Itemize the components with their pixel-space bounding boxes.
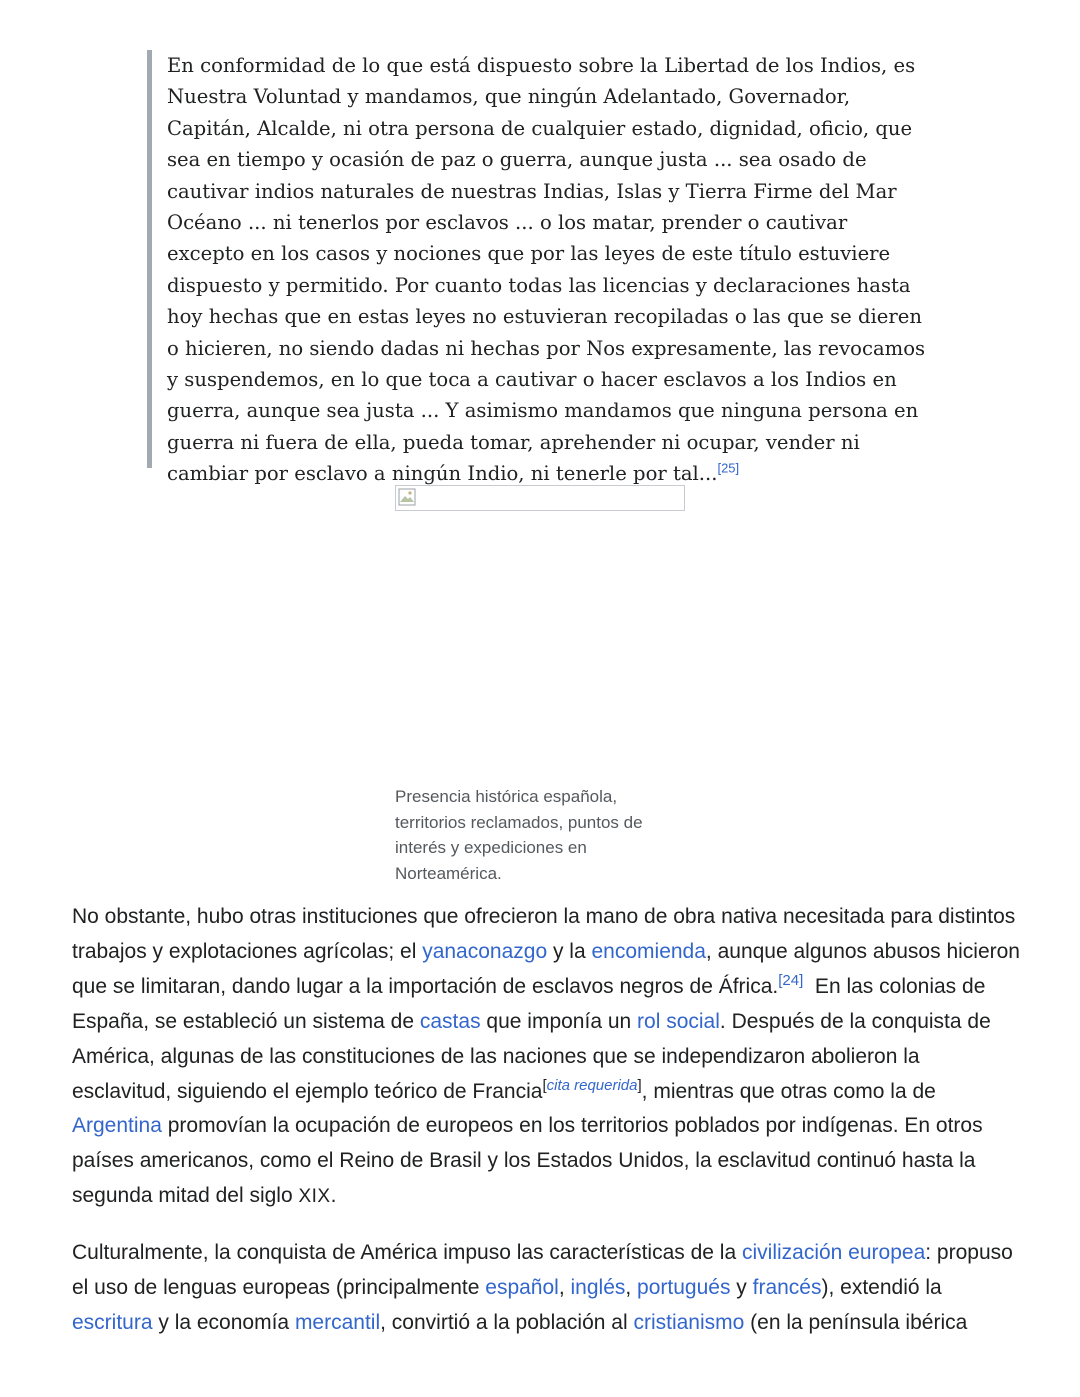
quote-text: En conformidad de lo que está dispuesto sobre la Libertad de los Indios, es Nuestra Voluntad y mandamos, que ningún Adelantado, Governador, Capitán, Alcalde, ni otra persona de cualquier estado, dignidad, oficio, que sea en tiempo y ocasión de paz o guerra, aunque justa ... sea osado de cautivar indios naturales de nuestras Indias, Islas y Tierra Firme del Mar Océano ... ni tenerlos por esclavos ... o los matar, prender o cautivar excepto en los casos y nociones que por las leyes de este título estuviere dispuesto y permitido. Por cuanto todas las licencias y declaraciones hasta hoy hechas que en estas leyes no estuvieran recopiladas o las que se dieren o hicieren, no siendo dadas ni hechas por Nos expresamente, las revocamos y suspendemos, en lo que toca a cautivar o hacer esclavos a los Indios en guerra, aunque sea justa ... Y asimismo mandamos que ninguna persona en guerra ni fuera de ella, pueda tomar, aprehender ni ocupar, vender ni cambiar por esclavo a ningún Indio, ni tenerle por tal... [167,54,926,486]
link-argentina[interactable]: Argentina [72,1114,162,1138]
text: , [625,1275,638,1299]
century-numeral: XIX [298,1186,331,1208]
text: , convirtió a la población al [380,1310,634,1334]
text: y la economía [152,1310,295,1334]
link-civilizacion-europea[interactable]: civilización europea [741,1241,926,1264]
text: y [730,1275,753,1299]
map-image[interactable] [395,485,685,511]
text: . Después de la conquista de América, algunas de las constituciones de las naciones que se independizaron abolieron la esclavitud, siguiendo el ejemplo teórico de Francia [72,1009,991,1103]
figure-caption: Presencia histórica española, territorios reclamados, puntos de interés y expediciones en Norteamérica. [395,787,643,883]
link-rol-social[interactable]: rol social [637,1009,720,1033]
text: No obstante, hubo otras instituciones que ofrecieron la mano de obra nativa necesitada para distintos trabajos y explotaciones agrícolas; el [72,905,1016,963]
text: que imponía un [480,1009,638,1033]
text: , [558,1275,571,1299]
text: En las colonias de España, se estableció un sistema de [72,974,992,1033]
text: , mientras que otras como la de [641,1079,936,1103]
link-yanaconazgo[interactable]: yanaconazgo [422,939,548,963]
text: Culturalmente, la conquista de América impuso las características de la [72,1241,742,1264]
text: : propuso el uso de lenguas europeas (principalmente [72,1241,1013,1299]
link-ingles[interactable]: inglés [570,1275,626,1299]
link-cristianismo[interactable]: cristianismo [633,1310,745,1334]
link-castas[interactable]: castas [419,1009,481,1033]
quote-text-paragraph [167,50,927,490]
link-portugues[interactable]: portugués [637,1275,731,1299]
reference-25-link[interactable]: [25] [717,460,740,476]
text: ), extendió la [821,1275,942,1299]
citation-needed [542,1077,641,1094]
link-espanol[interactable]: español [485,1275,559,1299]
link-frances[interactable]: francés [752,1275,822,1299]
paragraph-1 [72,900,1022,1215]
text: promovían la ocupación de europeos en los territorios poblados por indígenas. En otros países americanos, como el Reino de Brasil y los Estados Unidos, la esclavitud continuó hasta la segunda mitad del siglo [72,1114,983,1208]
citation-needed-link[interactable]: cita requerida [546,1076,638,1094]
text: (en la península ibérica [744,1310,968,1334]
text: . [330,1184,337,1208]
broken-image-icon [398,488,416,506]
bracket: [ [542,1076,547,1094]
link-encomienda[interactable]: encomienda [591,939,706,963]
link-escritura[interactable]: escritura [72,1310,153,1334]
text: y la [547,939,592,963]
paragraph-2 [72,1236,1022,1341]
bracket: ] [637,1076,642,1094]
link-mercantil[interactable]: mercantil [294,1310,381,1334]
blockquote [147,50,927,486]
text: , aunque algunos abusos hicieron que se limitaran, dando lugar a la importación de esclavos negros de África. [72,939,1020,998]
reference-24-link[interactable]: [24] [778,971,804,989]
